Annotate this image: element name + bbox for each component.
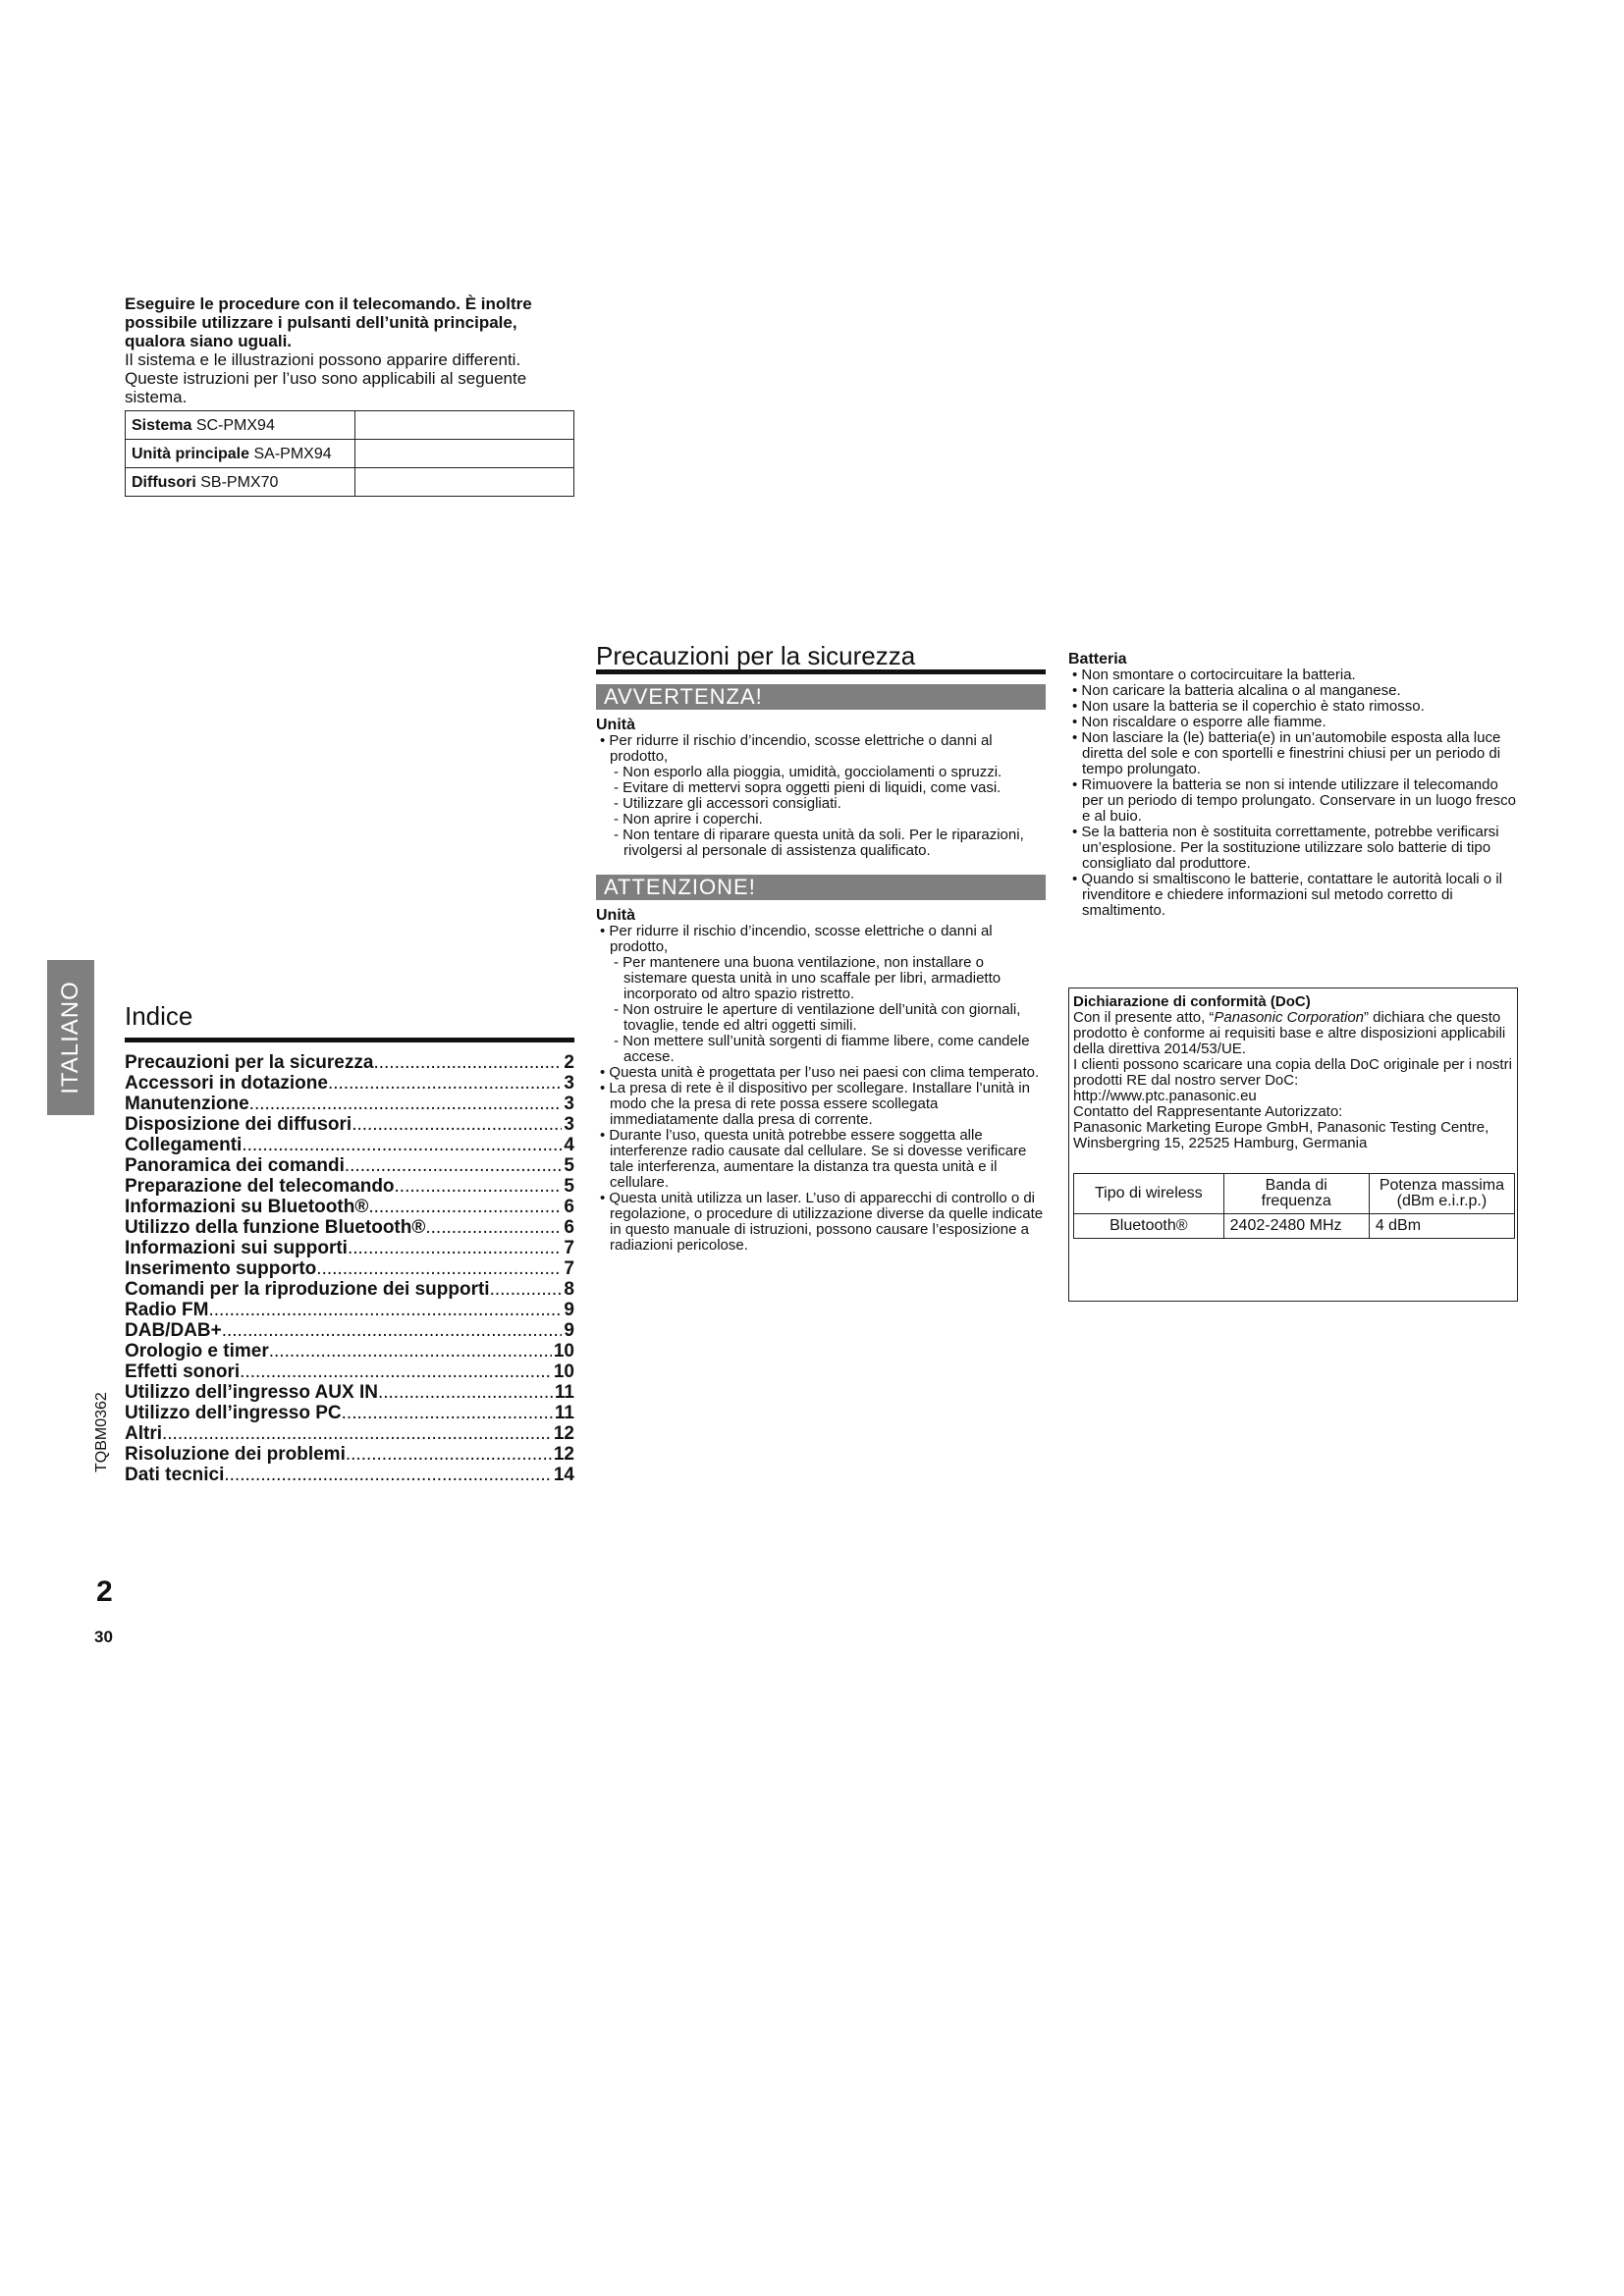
toc-item[interactable] [125, 1382, 574, 1403]
rf-table [1073, 1173, 1515, 1239]
doc-box [1068, 988, 1518, 1302]
toc-item-title: Preparazione del telecomando [125, 1176, 395, 1197]
toc-item[interactable] [125, 1423, 574, 1444]
warning-item: - Utilizzare gli accessori consigliati. [614, 795, 841, 812]
toc-item-title: Utilizzo dell’ingresso PC [125, 1403, 342, 1423]
toc-item[interactable] [125, 1197, 574, 1217]
caution-bullet-item: • Questa unità è progettata per l’uso nei paesi con clima temperato. [600, 1064, 1040, 1081]
toc-list [125, 1052, 574, 1485]
toc-item-title: Utilizzo dell’ingresso AUX IN [125, 1382, 378, 1403]
page-number-small: 30 [94, 1628, 113, 1646]
warning-list [596, 765, 1046, 859]
toc-item-page: 10 [553, 1341, 574, 1362]
warning-item: - Evitare di mettervi sopra oggetti pieni di liquidi, come vasi. [614, 779, 1001, 796]
warning-item: - Non esporlo alla pioggia, umidità, gocciolamenti o spruzzi. [614, 764, 1002, 780]
table-row [126, 440, 574, 468]
toc-item[interactable] [125, 1300, 574, 1320]
table-row [126, 411, 574, 440]
toc-item-page: 5 [564, 1155, 574, 1176]
toc-item-title: Altri [125, 1423, 162, 1444]
toc-dot-leader [378, 1382, 553, 1403]
toc-item[interactable] [125, 1362, 574, 1382]
toc-item-title: Utilizzo della funzione Bluetooth® [125, 1217, 426, 1238]
intro-text: Il sistema e le illustrazioni possono apparire differenti. Queste istruzioni per l’uso sono applicabili al seguente sistema. [125, 350, 527, 406]
caution-bullet-list [596, 1065, 1046, 1254]
toc-item-title: Informazioni su Bluetooth® [125, 1197, 369, 1217]
main-unit-value: SA-PMX94 [253, 445, 332, 462]
toc-item[interactable] [125, 1279, 574, 1300]
toc-item[interactable] [125, 1341, 574, 1362]
toc-dot-leader [490, 1279, 563, 1300]
toc-item-title: Radio FM [125, 1300, 209, 1320]
safety-title: Precauzioni per la sicurezza [596, 648, 1046, 674]
battery-item: • Non lasciare la (le) batteria(e) in un’automobile esposta alla luce diretta del sole e con sportelli e finestrini chiusi per un periodo di tempo prolungato. [1072, 729, 1501, 777]
toc-item-page: 10 [553, 1362, 574, 1382]
document-code: TQBM0362 [93, 1392, 110, 1472]
toc-dot-leader [395, 1176, 563, 1197]
table-row [126, 468, 574, 497]
rf-cell-type: Bluetooth® [1074, 1214, 1224, 1239]
caution-banner: ATTENZIONE! [596, 875, 1046, 900]
toc-dot-leader [240, 1362, 552, 1382]
caution-bullet-item: • La presa di rete è il dispositivo per scollegare. Installare l’unità in modo che la presa di rete possa essere scollegata immediatamente dalla presa di corrente. [600, 1080, 1030, 1128]
toc-item-page: 6 [564, 1197, 574, 1217]
table-of-contents [125, 1001, 574, 1485]
language-label: ITALIANO [57, 981, 84, 1095]
system-label: Sistema [132, 416, 192, 434]
toc-dot-leader [222, 1320, 563, 1341]
toc-item-title: Disposizione dei diffusori [125, 1114, 352, 1135]
caution-item: - Per mantenere una buona ventilazione, non installare o sistemare questa unità in uno scaffale per libri, armadietto incorporato od altro spazio ristretto. [614, 954, 1001, 1002]
toc-dot-leader [249, 1094, 563, 1114]
toc-item[interactable] [125, 1052, 574, 1073]
toc-item[interactable] [125, 1135, 574, 1155]
toc-item-title: Dati tecnici [125, 1465, 225, 1485]
toc-dot-leader [242, 1135, 562, 1155]
rf-cell-band: 2402-2480 MHz [1223, 1214, 1369, 1239]
toc-item[interactable] [125, 1073, 574, 1094]
battery-list [1068, 667, 1522, 919]
toc-item-page: 8 [564, 1279, 574, 1300]
language-tab [47, 960, 94, 1115]
warning-item: - Non aprire i coperchi. [614, 811, 763, 828]
toc-item-title: Panoramica dei comandi [125, 1155, 345, 1176]
doc-contact-label: Contatto del Rappresentante Autorizzato: [1073, 1103, 1343, 1120]
toc-item-page: 3 [564, 1073, 574, 1094]
battery-item: • Non caricare la batteria alcalina o al manganese. [1072, 682, 1401, 699]
battery-item: • Quando si smaltiscono le batterie, contattare le autorità locali o il rivenditore e chiedere informazioni sul metodo corretto di smaltimento. [1072, 871, 1502, 919]
battery-item: • Non riscaldare o esporre alle fiamme. [1072, 714, 1326, 730]
warning-subtitle: Unità [596, 717, 635, 733]
warning-item: - Non tentare di riparare questa unità da soli. Per le riparazioni, rivolgersi al personale di assistenza qualificato. [614, 827, 1024, 859]
toc-item-page: 4 [564, 1135, 574, 1155]
toc-item-title: Risoluzione dei problemi [125, 1444, 346, 1465]
caution-bullet: • Per ridurre il rischio d’incendio, scosse elettriche o danni al prodotto, [600, 923, 993, 955]
toc-item[interactable] [125, 1465, 574, 1485]
toc-dot-leader [224, 1465, 551, 1485]
battery-item: • Rimuovere la batteria se non si intende utilizzare il telecomando per un periodo di tempo prolungato. Conservare in un luogo fresco e al buio. [1072, 776, 1516, 825]
caution-subtitle: Unità [596, 907, 635, 924]
safety-section [596, 641, 1046, 1254]
toc-item[interactable] [125, 1403, 574, 1423]
page-number: 2 [96, 1575, 113, 1608]
toc-dot-leader [352, 1114, 562, 1135]
toc-dot-leader [342, 1403, 553, 1423]
toc-item-page: 14 [553, 1465, 574, 1485]
toc-item-page: 7 [564, 1258, 574, 1279]
toc-item-page: 3 [564, 1114, 574, 1135]
battery-section [1068, 652, 1522, 919]
system-table [125, 410, 574, 497]
toc-item-title: DAB/DAB+ [125, 1320, 222, 1341]
toc-item-page: 3 [564, 1094, 574, 1114]
toc-item[interactable] [125, 1444, 574, 1465]
toc-item-title: Orologio e timer [125, 1341, 269, 1362]
toc-dot-leader [348, 1238, 562, 1258]
toc-item-page: 11 [554, 1382, 574, 1403]
main-unit-label: Unità principale [132, 445, 250, 462]
toc-item-page: 2 [564, 1052, 574, 1073]
speakers-value: SB-PMX70 [200, 473, 279, 491]
toc-item-title: Accessori in dotazione [125, 1073, 328, 1094]
toc-dot-leader [328, 1073, 562, 1094]
toc-item-page: 9 [564, 1320, 574, 1341]
toc-item[interactable] [125, 1258, 574, 1279]
rf-header-type: Tipo di wireless [1074, 1174, 1224, 1214]
warning-bullet: • Per ridurre il rischio d’incendio, scosse elettriche o danni al prodotto, [600, 732, 993, 765]
toc-item[interactable] [125, 1217, 574, 1238]
rf-cell-power: 4 dBm [1369, 1214, 1514, 1239]
caution-dash-list [596, 955, 1046, 1065]
toc-dot-leader [316, 1258, 562, 1279]
battery-item: • Non smontare o cortocircuitare la batteria. [1072, 667, 1356, 683]
battery-item: • Non usare la batteria se il coperchio è stato rimosso. [1072, 698, 1425, 715]
toc-item-page: 9 [564, 1300, 574, 1320]
battery-item: • Se la batteria non è sostituita correttamente, potrebbe verificarsi un’esplosione. Per la sostituzione utilizzare solo batterie di tipo consigliato dal produttore. [1072, 824, 1499, 872]
table-row [1074, 1174, 1515, 1214]
toc-item-title: Manutenzione [125, 1094, 249, 1114]
toc-item[interactable] [125, 1176, 574, 1197]
toc-item[interactable] [125, 1094, 574, 1114]
caution-item: - Non ostruire le aperture di ventilazione dell’unità con giornali, tovaglie, tende ed altri oggetti simili. [614, 1001, 1021, 1034]
toc-item[interactable] [125, 1238, 574, 1258]
toc-item-page: 12 [553, 1444, 574, 1465]
toc-item-title: Informazioni sui supporti [125, 1238, 348, 1258]
rf-header-band: Banda di frequenza [1223, 1174, 1369, 1214]
caution-bullet-item: • Durante l’uso, questa unità potrebbe essere soggetta alle interferenze radio causate dal cellulare. Se si dovesse verificare tale interferenza, aumentare la distanza tra questa unità e il cellulare. [600, 1127, 1027, 1191]
intro-bold-text: Eseguire le procedure con il telecomando. È inoltre possibile utilizzare i pulsanti dell’unità principale, qualora siano uguali. [125, 294, 532, 350]
toc-item[interactable] [125, 1320, 574, 1341]
toc-dot-leader [269, 1341, 552, 1362]
warning-banner: AVVERTENZA! [596, 684, 1046, 710]
toc-item-page: 11 [554, 1403, 574, 1423]
caution-item: - Non mettere sull’unità sorgenti di fiamme libere, come candele accese. [614, 1033, 1030, 1065]
toc-dot-leader [209, 1300, 563, 1320]
intro-section [125, 294, 576, 497]
toc-dot-leader [425, 1217, 562, 1238]
table-row [1074, 1214, 1515, 1239]
toc-item-page: 6 [564, 1217, 574, 1238]
toc-item[interactable] [125, 1114, 574, 1135]
toc-item-page: 5 [564, 1176, 574, 1197]
toc-title: Indice [125, 1001, 574, 1042]
toc-item-title: Collegamenti [125, 1135, 243, 1155]
toc-item-title: Comandi per la riproduzione dei supporti [125, 1279, 490, 1300]
toc-dot-leader [345, 1155, 563, 1176]
toc-dot-leader [162, 1423, 552, 1444]
toc-item-title: Inserimento supporto [125, 1258, 317, 1279]
toc-item-page: 7 [564, 1238, 574, 1258]
doc-text-2: I clienti possono scaricare una copia della DoC originale per i nostri prodotti RE dal nostro server DoC: [1073, 1056, 1512, 1089]
toc-item-title: Precauzioni per la sicurezza [125, 1052, 374, 1073]
battery-title: Batteria [1068, 651, 1127, 667]
system-value: SC-PMX94 [195, 416, 275, 434]
toc-dot-leader [346, 1444, 552, 1465]
doc-contact: Panasonic Marketing Europe GmbH, Panasonic Testing Centre, Winsbergring 15, 22525 Hamburg, Germania [1073, 1119, 1489, 1151]
speakers-label: Diffusori [132, 473, 196, 491]
caution-bullet-item: • Questa unità utilizza un laser. L’uso di apparecchi di controllo o di regolazione, o procedure di utilizzazione diverse da quelle indicate in questo manuale di istruzioni, possono causare l’esposizione a radiazioni pericolose. [600, 1190, 1044, 1254]
toc-item-page: 12 [553, 1423, 574, 1444]
toc-dot-leader [368, 1197, 562, 1217]
doc-text: Con il presente atto, “Panasonic Corporation” dichiara che questo prodotto è conforme ai requisiti base e altre disposizioni applicabili della direttiva 2014/53/UE. [1073, 1009, 1506, 1057]
doc-title: Dichiarazione di conformità (DoC) [1073, 993, 1311, 1010]
toc-item[interactable] [125, 1155, 574, 1176]
toc-dot-leader [373, 1052, 562, 1073]
doc-url[interactable]: http://www.ptc.panasonic.eu [1073, 1088, 1257, 1104]
toc-item-title: Effetti sonori [125, 1362, 241, 1382]
rf-header-power: Potenza massima (dBm e.i.r.p.) [1369, 1174, 1514, 1214]
doc-brand: Panasonic Corporation [1214, 1009, 1365, 1026]
